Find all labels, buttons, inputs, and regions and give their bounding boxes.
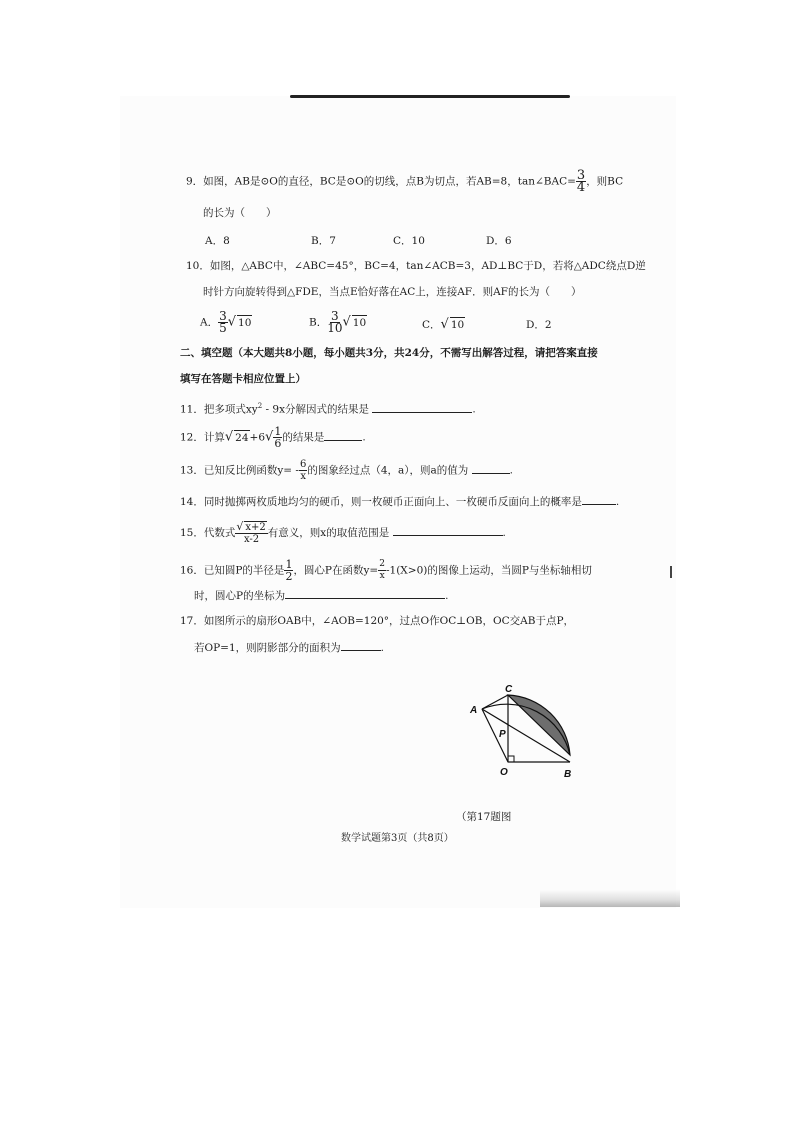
answer-blank-11 <box>372 402 472 413</box>
question-14: 14．同时抛掷两枚质地均匀的硬币，则一枚硬币正面向上、一枚硬币反面向上的概率是 . <box>180 496 620 508</box>
answer-blank-15 <box>393 525 503 536</box>
label-p: P <box>499 729 506 740</box>
label-o: O <box>500 767 508 778</box>
segment-ac <box>482 695 508 709</box>
question-13: 13．已知反比例函数y= - $\frac{6}{x}$ 的图象经过点（4，a），则a的值为 . <box>180 459 513 482</box>
page-footer: 数学试题第3页（共8页） <box>341 833 454 844</box>
shaded-region <box>508 695 570 755</box>
sector-figure <box>462 680 582 780</box>
label-c: C <box>505 684 513 695</box>
figure-caption: （第17题图 <box>456 811 512 823</box>
answer-blank-12 <box>324 430 362 441</box>
question-16-line2: 时，圆心P的坐标为 . <box>194 590 449 602</box>
q9-option-a: A．8 <box>205 235 230 247</box>
q10-option-a: A． $\frac{3}{5}$ √ 10 <box>200 309 252 335</box>
question-10-line1: 10．如图，△ABC中，∠ABC=45°，BC=4，tan∠ACB=3，AD⊥BC于D，若将△ADC绕点D逆 <box>186 260 646 272</box>
question-16-line1: 16．已知圆P的半径是 $\frac{1}{2}$ ，圆心P在函数y= $\frac{2}{x}$ -1(X>0)的图像上运动，当圆P与坐标轴相切 <box>180 558 592 583</box>
question-11: 11．把多项式$xy^2 - 9x$分解因式的结果是 . <box>180 402 476 416</box>
scan-mark <box>670 566 672 578</box>
section-2-heading-line2: 填写在答题卡相应位置上） <box>180 373 306 385</box>
q9-option-b: B．7 <box>311 235 336 247</box>
question-9-line1: 9．如图，AB是⊙O的直径，BC是⊙O的切线，点B为切点，若AB=8，tan∠BAC= $\frac{3}{4}$ ，则BC <box>186 168 624 195</box>
scan-edge-bottom <box>540 889 680 907</box>
q10-option-c: C．√ 10 <box>422 317 465 332</box>
q10-option-d: D．2 <box>526 319 552 331</box>
section-2-heading-line1: 二、填空题（本大题共8小题，每小题共3分，共24分，不需写出解答过程，请把答案直接 <box>180 347 598 359</box>
scan-edge-top <box>290 95 570 98</box>
q10-option-b: B． $\frac{3}{10}$ √ 10 <box>309 309 367 335</box>
answer-blank-13 <box>472 463 510 474</box>
question-17-line1: 17．如图所示的扇形OAB中，∠AOB=120°，过点O作OC⊥OB，OC交AB于点P， <box>180 615 575 627</box>
label-a: A <box>470 705 478 716</box>
question-17-line2: 若OP=1，则阴影部分的面积为 . <box>194 642 384 654</box>
question-9-line2: 的长为（ ） <box>203 207 277 219</box>
label-b: B <box>564 769 572 780</box>
answer-blank-14 <box>582 494 616 505</box>
answer-blank-17 <box>341 640 381 651</box>
q9-option-d: D．6 <box>486 235 512 247</box>
answer-blank-16 <box>285 588 445 599</box>
question-12: 12．计算√ 24+6√ $\frac{1}{6}$ 的结果是 . <box>180 425 366 450</box>
q9-option-c: C．10 <box>393 235 425 247</box>
question-10-line2: 时针方向旋转得到△FDE，当点E恰好落在AC上，连接AF．则AF的长为（ ） <box>203 286 582 298</box>
question-15: 15．代数式 $\frac{√ x+2}{x-2}$ 有意义，则x的取值范围是 . <box>180 520 506 545</box>
right-angle-mark <box>508 756 514 762</box>
